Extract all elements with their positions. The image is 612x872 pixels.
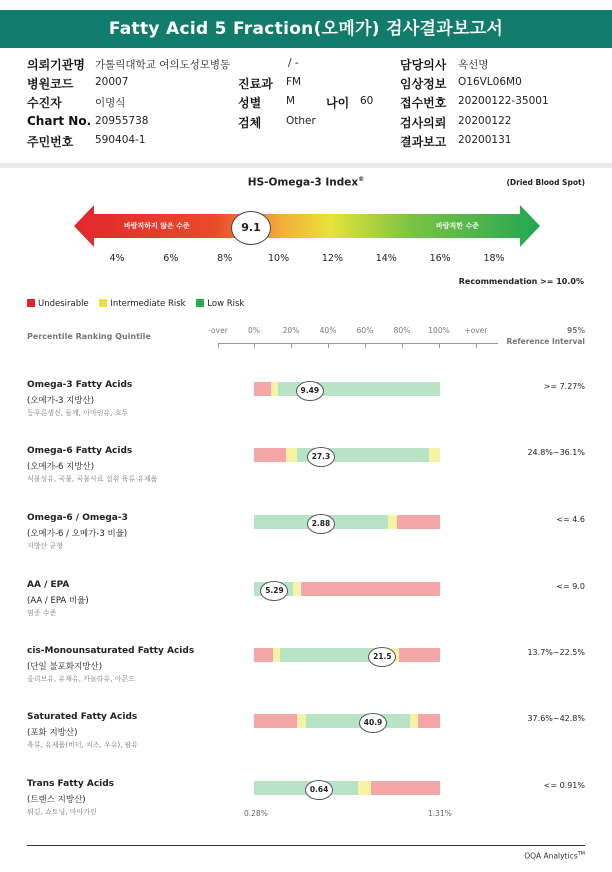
row-korean-name: (오메가-6 지방산) (27, 462, 95, 472)
bar-segment-yellow (429, 448, 440, 462)
reference-interval: 13.7%~22.5% (527, 648, 585, 657)
bar-segment-yellow (273, 648, 280, 662)
index-scale-tick-label: 4% (109, 253, 125, 264)
doctor-label: 담당의사 (400, 58, 447, 72)
row-name: Omega-3 Fatty Acids (27, 380, 133, 390)
reference-interval: >= 7.27% (543, 382, 585, 391)
row-food-sources: 식물성유, 곡물, 곡물사료 섭취 육류·유제품 (27, 475, 158, 483)
quintile-bar (254, 648, 440, 662)
bar-segment-yellow (410, 714, 417, 728)
report-date-value: 20200131 (458, 134, 512, 146)
bar-segment-red (254, 382, 271, 396)
hospital-code-value: 20007 (95, 76, 129, 88)
quintile-bar (254, 714, 440, 728)
index-title: HS-Omega-3 Index® (247, 176, 365, 189)
row-food-sources: 등푸른생선, 들깨, 아마인유, 호두 (27, 409, 129, 417)
legend-intermediate: Intermediate Risk (99, 299, 185, 309)
index-scale-tick-label: 18% (483, 253, 505, 264)
resident-no-label: 주민번호 (27, 135, 74, 149)
bar-segment-yellow (388, 515, 397, 529)
patient-name-value: 이명식 (95, 97, 126, 109)
patient-info (0, 54, 612, 162)
row-name: Trans Fatty Acids (27, 779, 115, 789)
quintile-bar (254, 781, 440, 795)
row-korean-name: (오메가-3 지방산) (27, 396, 95, 406)
row-name: Omega-6 / Omega-3 (27, 513, 128, 523)
reference-interval: <= 0.91% (543, 781, 585, 790)
fatty-acid-row (0, 712, 612, 772)
clinical-info-label: 임상정보 (400, 77, 447, 91)
red-swatch-icon (27, 299, 35, 307)
age-label: 나이 (326, 96, 350, 110)
row-name: Omega-6 Fatty Acids (27, 446, 133, 456)
row-name: Saturated Fatty Acids (27, 712, 138, 722)
bar-segment-red (254, 448, 286, 462)
result-value-marker: 40.9 (359, 713, 387, 733)
desirable-level-label: 바람직한 수준 (436, 222, 480, 230)
reference-interval-heading: 95% Reference Interval (506, 326, 585, 346)
fatty-acid-row (0, 580, 612, 640)
row-food-sources: 육류, 유제품(버터, 치즈, 우유), 팜유 (27, 741, 139, 749)
report-title: Fatty Acid 5 Fraction(오메가) 검사결과보고서 (0, 10, 612, 48)
quintile-scale-label: 20% (282, 326, 300, 335)
result-value-marker: 9.49 (296, 381, 324, 401)
result-value-marker: 27.3 (307, 447, 335, 467)
resident-no-value: 590404-1 (95, 134, 146, 146)
report-date-label: 결과보고 (400, 135, 447, 149)
green-swatch-icon (196, 299, 204, 307)
recommendation: Recommendation >= 10.0% (458, 277, 584, 286)
request-date-label: 검사의뢰 (400, 116, 447, 130)
row-food-sources: 올리브유, 유채유, 카놀라유, 아몬드 (27, 675, 136, 683)
specimen-label: 검체 (238, 116, 262, 130)
fatty-acid-row (0, 646, 612, 706)
row-food-sources: 튀김, 쇼트닝, 마아가린 (27, 808, 97, 816)
fatty-acid-row (0, 513, 612, 573)
index-value-bubble: 9.1 (231, 211, 271, 245)
undesirable-level-label: 바람직하지 않은 수준 (124, 222, 190, 230)
reference-interval: <= 9.0 (556, 582, 585, 591)
index-scale-tick-label: 14% (375, 253, 397, 264)
dept-value: / - (288, 57, 299, 69)
bar-segment-red (254, 648, 273, 662)
doctor-value: 옥선명 (458, 59, 489, 71)
bar-segment-yellow (358, 781, 371, 795)
specimen-type: (Dried Blood Spot) (506, 178, 585, 187)
legend-undesirable: Undesirable (27, 299, 89, 309)
reference-interval: 37.6%~42.8% (527, 714, 585, 723)
institution-label: 의뢰기관명 (27, 58, 85, 72)
result-value-marker: 0.64 (305, 780, 333, 800)
bar-segment-red (397, 515, 440, 529)
institution-value: 가톨릭대학교 여의도성모병동 (95, 59, 231, 71)
request-date-value: 20200122 (458, 115, 512, 127)
reference-interval: <= 4.6 (556, 515, 585, 524)
fatty-acid-row (0, 446, 612, 506)
quintile-scale-label: -over (208, 326, 228, 335)
trans-min-label: 0.28% (244, 809, 268, 818)
legend (27, 299, 252, 309)
sex-value: M (286, 95, 296, 107)
quintile-scale-label: 80% (393, 326, 411, 335)
age-value: 60 (360, 95, 374, 107)
bar-segment-red (399, 648, 440, 662)
hospital-code-label: 병원코드 (27, 77, 74, 91)
index-scale-tick-label: 16% (429, 253, 451, 264)
index-scale-tick-label: 6% (163, 253, 179, 264)
quintile-bar (254, 448, 440, 462)
row-korean-name: (AA / EPA 비율) (27, 596, 89, 606)
index-gradient-arrow (74, 205, 540, 247)
bar-segment-yellow (286, 448, 297, 462)
result-value-marker: 21.5 (368, 647, 396, 667)
row-korean-name: (단일 불포화지방산) (27, 662, 103, 672)
clinical-info-value: O16VL06M0 (458, 76, 522, 88)
trans-max-label: 1.31% (428, 809, 452, 818)
sex-label: 성별 (238, 96, 262, 110)
row-korean-name: (오메가-6 / 오메가-3 비율) (27, 529, 128, 539)
footer-divider (27, 845, 585, 846)
department-label: 진료과 (238, 77, 273, 91)
fatty-acid-row (0, 779, 612, 839)
department-value: FM (286, 76, 302, 88)
result-value-marker: 5.29 (260, 581, 288, 601)
brand-label: OQA Analytics™ (524, 851, 585, 861)
index-scale-tick-label: 12% (321, 253, 343, 264)
quintile-bar (254, 515, 440, 529)
bar-segment-yellow (293, 582, 300, 596)
quintile-bar (254, 382, 440, 396)
bar-segment-red (301, 582, 441, 596)
specimen-value: Other (286, 115, 316, 127)
quintile-scale-label: +over (464, 326, 488, 335)
section-divider (0, 163, 612, 168)
receipt-no-label: 접수번호 (400, 96, 447, 110)
quintile-scale-label: 40% (319, 326, 337, 335)
quintile-scale-label: 60% (356, 326, 374, 335)
row-food-sources: 염증 수준 (27, 609, 57, 617)
result-value-marker: 2.88 (307, 514, 335, 534)
chart-no-value: 20955738 (95, 115, 149, 127)
yellow-swatch-icon (99, 299, 107, 307)
receipt-no-value: 20200122-35001 (458, 95, 549, 107)
legend-low-risk: Low Risk (196, 299, 244, 309)
fatty-acid-row (0, 380, 612, 440)
index-scale-tick-label: 10% (268, 253, 290, 264)
quintile-axis (218, 343, 498, 344)
row-name: cis-Monounsaturated Fatty Acids (27, 646, 195, 656)
bar-segment-red (254, 714, 297, 728)
bar-segment-red (371, 781, 440, 795)
reference-interval: 24.8%~36.1% (527, 448, 585, 457)
quintile-scale-label: 100% (428, 326, 450, 335)
quintile-scale-label: 0% (248, 326, 260, 335)
row-name: AA / EPA (27, 580, 70, 590)
chart-no-label: Chart No. (27, 114, 92, 128)
index-scale-tick-label: 8% (217, 253, 233, 264)
row-korean-name: (트랜스 지방산) (27, 795, 86, 805)
bar-segment-red (418, 714, 440, 728)
row-food-sources: 지방산 균형 (27, 542, 64, 550)
row-korean-name: (포화 지방산) (27, 728, 78, 738)
bar-segment-yellow (271, 382, 278, 396)
bar-segment-yellow (297, 714, 306, 728)
quintile-heading: Percentile Ranking Quintile (27, 332, 151, 341)
patient-name-label: 수진자 (27, 96, 62, 110)
